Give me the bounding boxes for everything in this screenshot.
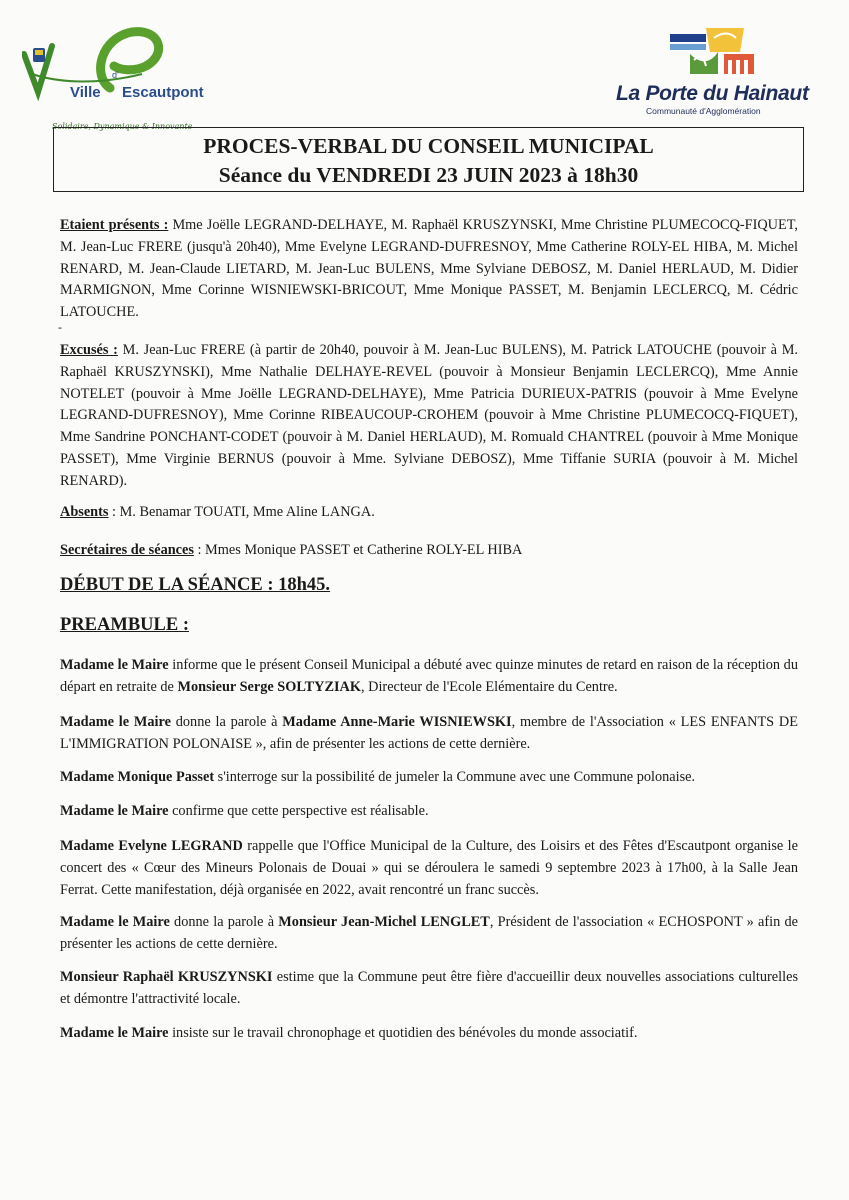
logo-escautpont-word: Escautpont: [122, 84, 204, 101]
present-section: [60, 215, 798, 324]
preamble-para-6: [60, 912, 798, 956]
speaker: Monsieur Raphaël KRUSZYNSKI: [60, 969, 273, 985]
named-person: Madame Anne-Marie WISNIEWSKI: [282, 714, 512, 730]
preamble-para-1: [60, 655, 798, 699]
para-text: s'interroge sur la possibilité de jumeler la Commune avec une Commune polonaise.: [214, 769, 696, 785]
absents-label: Absents: [60, 504, 109, 520]
preamble-para-4: [60, 801, 798, 823]
para-text: , Président de l'association « ECHOSPONT » afin de présenter les actions de cette dernière.: [60, 914, 798, 952]
debut-heading: DÉBUT DE LA SÉANCE : 18h45.: [60, 575, 331, 595]
para-text: rappelle que l'Office Municipal de la Culture, des Loisirs et des Fêtes d'Escautpont organise le concert des « Cœur des Mineurs Polonais de Douai » qui se déroulera le samedi 9 septembre 2023 à 17h00, à la Salle Jean Ferrat. Cette manifestation, déjà organisée en 2022, avait rencontré un franc succès.: [60, 838, 799, 898]
logo-porte-subtitle: Communauté d'Agglomération: [646, 106, 761, 116]
preambule-heading: PREAMBULE :: [60, 615, 189, 635]
logo-d-word: d': [112, 70, 119, 80]
logo-slogan: Solidaire, Dynamique & Innovante: [52, 122, 193, 131]
preamble-para-2: [60, 712, 798, 756]
named-person: Monsieur Jean-Michel LENGLET: [278, 914, 490, 930]
secretaires-label: Secrétaires de séances: [60, 542, 194, 558]
para-text: donne la parole à: [170, 714, 283, 730]
absents-section: [60, 502, 798, 524]
speaker: Madame le Maire: [60, 657, 169, 673]
stray-mark: -: [58, 320, 62, 334]
porte-du-hainaut-logo: [612, 24, 822, 120]
preamble-para-3: [60, 767, 798, 789]
para-text: informe que le présent Conseil Municipal a débuté avec quinze minutes de retard en raison de la réception du départ en retraite de: [60, 657, 798, 695]
para-text: , membre de l'Association « LES ENFANTS DE L'IMMIGRATION POLONAISE », afin de présenter les actions de cette dernière.: [60, 714, 798, 752]
page-title: PROCES-VERBAL DU CONSEIL MUNICIPAL: [203, 134, 654, 158]
title-box: [53, 127, 804, 192]
absents-list: : M. Benamar TOUATI, Mme Aline LANGA.: [108, 504, 375, 520]
speaker: Madame le Maire: [60, 1025, 169, 1041]
speaker: Madame le Maire: [60, 714, 171, 730]
excuses-list: M. Jean-Luc FRERE (à partir de 20h40, pouvoir à M. Jean-Luc BULENS), M. Patrick LATOUCHE (pouvoir à M. Raphaël KRUSZYNSKI), Mme Nathalie DELHAYE-REVEL (pouvoir à Monsieur Benjamin LECLERCQ), Mme Annie NOTELET (pouvoir à Mme Joëlle LEGRAND-DELHAYE), Mme Patricia DURIEUX-PATRIS (pouvoir à Mme Evelyne LEGRAND-DUFRESNOY), Mme Corinne RIBEAUCOUP-CROHEM (pouvoir à Mme Christine PLUMECOCQ-FIQUET), Mme Sandrine PONCHANT-CODET (pouvoir à M. Daniel HERLAUD), M. Romuald CHANTREL (pouvoir à Mme Monique PASSET), Mme Virginie BERNUS (pouvoir à Mme. Sylviane DEBOSZ), Mme Tiffanie SURIA (pouvoir à M. Michel RENARD).: [60, 342, 798, 489]
logo-porte-title: La Porte du Hainaut: [616, 82, 809, 105]
secretaires-list: : Mmes Monique PASSET et Catherine ROLY-EL HIBA: [193, 542, 523, 558]
logo-ville-word: Ville: [70, 84, 101, 101]
session-date: Séance du VENDREDI 23 JUIN 2023 à 18h30: [218, 163, 639, 187]
escautpont-logo: [22, 26, 212, 131]
excuses-label: Excusés :: [60, 342, 118, 358]
para-text: , Directeur de l'Ecole Elémentaire du Centre.: [360, 678, 618, 695]
para-text: estime que la Commune peut être fière d'accueillir deux nouvelles associations culturelles et démontre l'attractivité locale.: [60, 969, 799, 1007]
excuses-section: [60, 340, 798, 493]
named-person: Monsieur Serge SOLTYZIAK: [177, 678, 361, 695]
speaker: Madame le Maire: [60, 803, 169, 819]
present-list: Mme Joëlle LEGRAND-DELHAYE, M. Raphaël KRUSZYNSKI, Mme Christine PLUMECOCQ-FIQUET, M. Jean-Luc FRERE (jusqu'à 20h40), Mme Evelyne LEGRAND-DUFRESNOY, Mme Catherine ROLY-EL HIBA, M. Michel RENARD, M. Jean-Claude LIETARD, M. Jean-Luc BULENS, Mme Sylviane DEBOSZ, M. Daniel HERLAUD, M. Didier MARMIGNON, Mme Corinne WISNIEWSKI-BRICOUT, Mme Monique PASSET, M. Benjamin LECLERCQ, M. Cédric LATOUCHE.: [60, 217, 798, 321]
secretaires-section: [60, 540, 798, 562]
speaker: Madame Monique Passet: [60, 769, 215, 785]
present-label: Etaient présents :: [60, 217, 169, 233]
para-text: insiste sur le travail chronophage et quotidien des bénévoles du monde associatif.: [168, 1025, 638, 1041]
preamble-para-5: [60, 836, 798, 901]
preamble-para-7: [60, 967, 798, 1011]
para-text: donne la parole à: [169, 914, 279, 930]
para-text: confirme que cette perspective est réalisable.: [168, 803, 429, 819]
porte-hainaut-emblem-icon: [670, 24, 770, 80]
speaker: Madame Evelyne LEGRAND: [60, 838, 243, 854]
speaker: Madame le Maire: [60, 914, 170, 930]
preamble-para-8: [60, 1023, 798, 1045]
